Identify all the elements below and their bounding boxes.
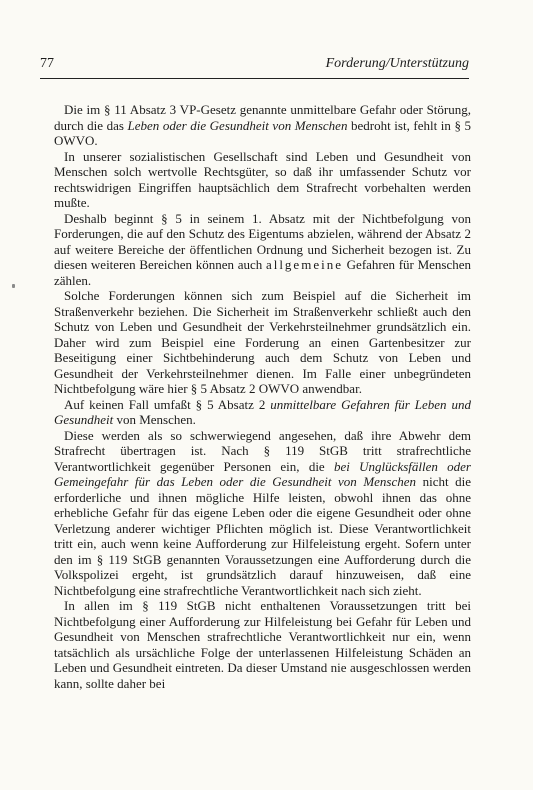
paragraph xyxy=(54,397,471,428)
text-run: In unserer sozialistischen Gesellschaft sind Leben und Gesundheit von Menschen solch wertvolle Rechtsgüter, so daß ihr umfassender Schutz vor rechtswidrigen Eingriffen hauptsächlich dem Strafrecht vorbehalten werden mußte. xyxy=(54,148,471,210)
text-run: Die im § 11 Absatz 3 VP-Gesetz genannte unmittelbare Gefahr oder Störung, durch die das xyxy=(54,102,471,133)
text-run: nicht die erforderliche und ihnen mögliche Hilfe leisten, obwohl ihnen das ohne erhebliche Gefahr für das eigene Leben oder die eigene Gesundheit oder ohne Verletzung anderer wichtiger Pflichten möglich ist. Diese Verantwortlichkeit tritt ein, auch wenn keine Aufforderung zur Hilfeleistung ergeht. Sofern unter den im § 119 StGB genannten Voraussetzungen eine Aufforderung durch die Volkspolizei ergeht, ist grundsätzlich darauf hinzuweisen, daß eine Nichtbefolgung eine strafrechtliche Verantwortlichkeit nach sich zieht. xyxy=(54,474,471,598)
text-run: Solche Forderungen können sich zum Beispiel auf die Sicherheit im Straßenverkehr beziehen. Die Sicherheit im Straßenverkehr schließt auch den Schutz von Leben und Gesundheit der Verkehrsteilnehmer grundsätzlich ein. Daher wird zum Beispiel eine Forderung an einen Gartenbesitzer zur Beseitigung einer Sichtbehinderung auch dem Schutz von Leben und Gesundheit der Verkehrsteilnehmer dienen. Im Falle einer unbegründeten Nichtbefolgung wäre hier § 5 Absatz 2 OWVO anwendbar. xyxy=(54,288,471,396)
emphasis-spaced: allgemeine xyxy=(265,257,343,272)
page-number: 77 xyxy=(40,56,54,71)
text-run: von Menschen. xyxy=(113,412,196,427)
text-run: Diese werden als so schwerwiegend angesehen, daß ihre Abwehr dem Strafrecht übertragen ist. Nach § 119 StGB tritt strafrechtliche Verantwortlichkeit gegenüber Personen ein, die xyxy=(54,427,471,474)
emphasis-italic: Leben oder die Gesundheit von Menschen xyxy=(127,117,348,133)
text-run: Gefahren für Menschen zählen. xyxy=(54,257,471,288)
text-run: In allen im § 119 StGB nicht enthaltenen Voraussetzungen tritt bei Nichtbefolgung einer Aufforderung zur Hilfeleistung bei Gefahr für Leben und Gesundheit von Menschen strafrechtliche Verantwortlichkeit nur ein, wenn tatsächlich als ursächliche Folge der unterlassenen Hilfeleistung Schäden an Leben und Gesundheit eintreten. Da dieser Umstand nie ausgeschlossen werden kann, sollte daher bei xyxy=(54,598,471,691)
paragraph xyxy=(54,211,471,289)
paragraph xyxy=(54,149,471,211)
paragraph xyxy=(54,288,471,397)
page-header xyxy=(40,56,469,76)
text-run: bedroht ist, fehlt in § 5 OWVO. xyxy=(54,117,472,148)
header-rule xyxy=(40,78,469,79)
text-run: Auf keinen Fall umfaßt § 5 Absatz 2 xyxy=(64,396,271,412)
running-title: Forderung/Unterstützung xyxy=(325,56,469,71)
body-text xyxy=(54,102,471,691)
text-run: Deshalb beginnt § 5 in seinem 1. Absatz mit der Nichtbefolgung von Forderungen, die auf den Schutz des Eigentums abzielen, während der Absatz 2 auf weitere Bereiche der öffentlichen Ordnung und Sicherheit bezogen ist. Zu diesen weiteren Bereichen können auch xyxy=(54,210,471,272)
emphasis-italic: bei Unglücksfällen oder Gemeingefahr für das Leben oder die Gesundheit von Menschen xyxy=(54,458,471,489)
paragraph xyxy=(54,102,471,149)
emphasis-italic: unmittelbare Gefahren für Leben und Gesundheit xyxy=(54,396,471,427)
margin-speck xyxy=(12,284,15,288)
paragraph xyxy=(54,598,471,691)
paragraph xyxy=(54,428,471,599)
